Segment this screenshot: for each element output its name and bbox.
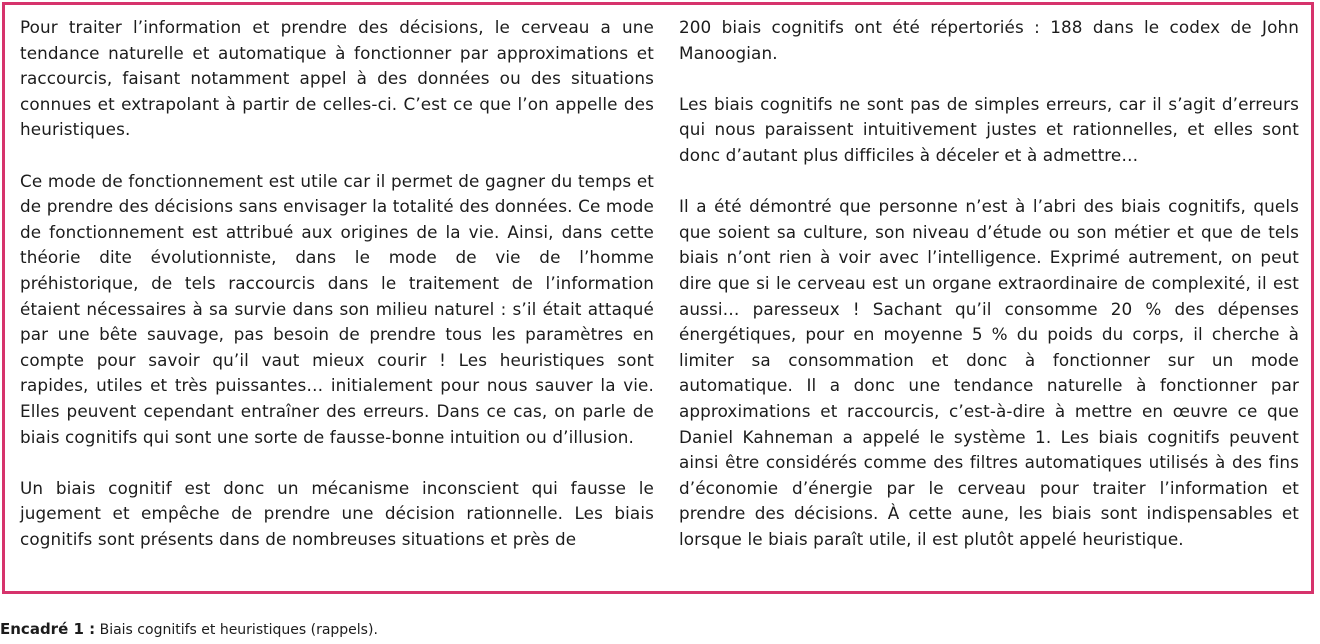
right-paragraph-1: 200 biais cognitifs ont été répertoriés : 188 dans le codex de John Manoogian. [678, 17, 1299, 63]
caption-label: Encadré 1 : [0, 620, 96, 638]
right-paragraph-2: Les biais cognitifs ne sont pas de simples erreurs, car il s’agit d’erreurs qui nous paraissent intuitivement justes et rationnelles, et elles sont donc d’autant plus difficiles à déceler et à admettre… [678, 93, 1299, 165]
box-caption [0, 620, 378, 639]
right-paragraph-3: Il a été démontré que personne n’est à l’abri des biais cognitifs, quels que soient sa culture, son niveau d’étude ou son métier et que de tels biais n’ont rien à voir avec l’intelligence. Exprimé autrement, on peut dire que si le cerveau est un organe extraordinaire de complexité, il est aussi… paresseux ! Sachant qu’il consomme 20 % des dépenses énergétiques, pour en moyenne 5 % du poids du corps, il cherche à limiter sa consommation et donc à fonctionner sur un mode automatique. Il a donc une tendance naturelle à fonctionner par approximations et raccourcis, c’est-à-dire à mettre en œuvre ce que Daniel Kahneman a appelé le système 1. Les biais cognitifs peuvent ainsi être considérés comme des filtres automatiques utilisés à des fins d’économie d’énergie par le cerveau pour traiter l’information et prendre des décisions. À cette aune, les biais sont indispensables et lorsque le biais paraît utile, il est plutôt appelé heuristique. [678, 196, 1299, 549]
left-paragraph-2: Ce mode de fonctionnement est utile car il permet de gagner du temps et de prendre des décisions sans envisager la totalité des données. Ce mode de fonctionnement est attribué aux origines de la vie. Ainsi, dans cette théorie dite évolutionniste, dans le mode de vie de l’homme préhistorique, de tels raccourcis dans le traitement de l’information étaient nécessaires à sa survie dans son milieu naturel : s’il était attaqué par une bête sauvage, pas besoin de prendre tous les paramètres en compte pour savoir qu’il vaut mieux courir ! Les heuristiques sont rapides, utiles et très puissantes… initialement pour nous sauver la vie. Elles peuvent cependant entraîner des erreurs. Dans ce cas, on parle de biais cognitifs qui sont une sorte de fausse-bonne intuition ou d’illusion. [20, 170, 654, 447]
encadre-box [2, 2, 1314, 594]
left-column [5, 5, 669, 591]
left-paragraph-1: Pour traiter l’information et prendre des décisions, le cerveau a une tendance naturelle et automatique à fonctionner par approximations et raccourcis, faisant notamment appel à des données ou des situations connues et extrapolant à partir de celles-ci. C’est ce que l’on appelle des heuristiques. [20, 17, 654, 140]
right-column [669, 5, 1311, 591]
left-paragraph-3: Un biais cognitif est donc un mécanisme inconscient qui fausse le jugement et empêche de prendre une décision rationnelle. Les biais cognitifs sont présents dans de nombreuses situations et près de [20, 477, 654, 549]
caption-text: Biais cognitifs et heuristiques (rappels). [99, 622, 378, 638]
